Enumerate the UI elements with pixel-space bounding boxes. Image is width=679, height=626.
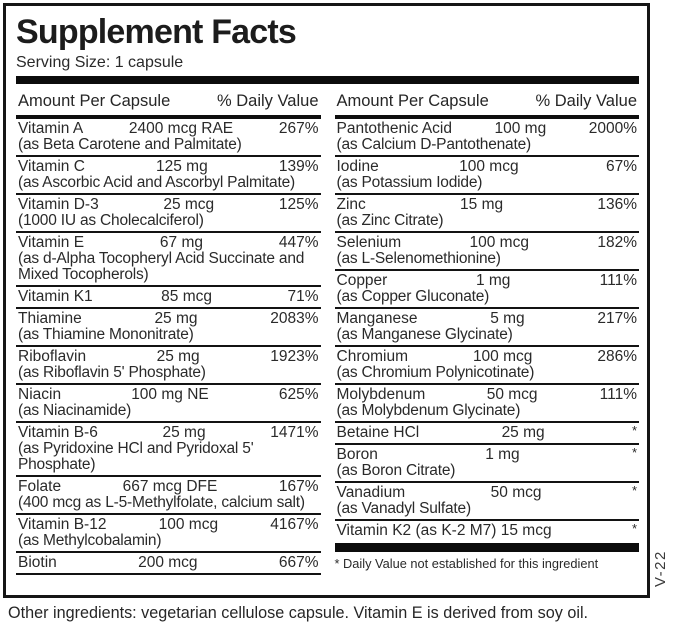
ingredient-amount: 25 mcg xyxy=(163,196,215,213)
daily-value-pct: 182% xyxy=(597,234,637,251)
ingredient-amount: 25 mg xyxy=(501,424,545,441)
ingredient-row-main xyxy=(18,289,319,305)
ingredient-row-main xyxy=(18,121,319,137)
ingredient-row-main xyxy=(18,235,319,251)
ingredient-source: (as Niacinamide) xyxy=(18,402,132,419)
ingredient-source: (as Calcium D-Pantothenate) xyxy=(336,136,531,153)
ingredient-amount: 25 mg xyxy=(154,310,198,327)
amount-per-capsule-label: Amount Per Capsule xyxy=(18,92,171,110)
daily-value-pct: 67% xyxy=(605,158,637,175)
daily-value-pct: * xyxy=(631,423,637,438)
ingredient-name: Biotin xyxy=(18,554,57,571)
ingredient-amount: 50 mcg xyxy=(490,484,542,501)
amount-per-capsule-label: Amount Per Capsule xyxy=(336,92,489,110)
ingredient-source: (as Zinc Citrate) xyxy=(336,212,444,229)
footnote-divider-bar xyxy=(335,543,640,552)
ingredient-source: (as Boron Citrate) xyxy=(336,462,456,479)
ingredient-row xyxy=(335,233,640,271)
daily-value-pct: 217% xyxy=(597,310,637,327)
ingredient-amount: 1 mg xyxy=(485,446,520,463)
header-divider-bar xyxy=(16,76,639,84)
ingredient-row-main xyxy=(337,121,638,137)
ingredient-source: (as Riboflavin 5' Phosphate) xyxy=(18,364,206,381)
daily-value-pct: 111% xyxy=(599,272,637,289)
ingredient-name: Iodine xyxy=(336,158,379,175)
ingredient-source: (as Chromium Polynicotinate) xyxy=(336,364,535,381)
ingredient-amount: 100 mg NE xyxy=(131,386,209,403)
ingredient-row-main xyxy=(337,159,638,175)
ingredient-amount: 25 mg xyxy=(162,424,206,441)
ingredient-amount: 667 mcg DFE xyxy=(122,478,218,495)
ingredient-row xyxy=(335,521,640,541)
ingredient-row-main xyxy=(18,479,319,495)
daily-value-pct: * xyxy=(631,521,637,536)
ingredient-amount: 100 mcg xyxy=(158,516,219,533)
ingredient-row-main xyxy=(337,311,638,327)
ingredient-row xyxy=(16,309,321,347)
daily-value-pct: * xyxy=(631,483,637,498)
daily-value-pct: 2083% xyxy=(270,310,319,327)
ingredient-name: Selenium xyxy=(336,234,402,251)
right-column-header xyxy=(335,89,640,115)
ingredient-name: Vitamin K2 (as K-2 M7) 15 mcg xyxy=(336,522,552,539)
ingredient-amount: 200 mcg xyxy=(138,554,198,571)
ingredient-name: Zinc xyxy=(336,196,366,213)
daily-value-pct: 267% xyxy=(278,120,319,137)
daily-value-pct: 1923% xyxy=(270,348,319,365)
ingredient-source: (as Thiamine Mononitrate) xyxy=(18,326,194,343)
daily-value-label: % Daily Value xyxy=(535,92,637,110)
ingredient-source: (as Molybdenum Glycinate) xyxy=(336,402,521,419)
ingredient-name: Folate xyxy=(18,478,62,495)
ingredient-amount: 67 mg xyxy=(159,234,203,251)
ingredient-row xyxy=(335,309,640,347)
daily-value-pct: 136% xyxy=(597,196,637,213)
label-version-code: V-22 xyxy=(652,550,669,588)
ingredient-row-main xyxy=(337,523,638,539)
ingredient-row-main xyxy=(337,197,638,213)
ingredient-row xyxy=(16,347,321,385)
ingredient-row-main xyxy=(18,387,319,403)
daily-value-footnote: * Daily Value not established for this ingredient xyxy=(334,556,599,571)
daily-value-pct: 111% xyxy=(599,386,637,403)
daily-value-pct: 1471% xyxy=(270,424,319,441)
daily-value-pct: 667% xyxy=(278,554,319,571)
daily-value-pct: 447% xyxy=(278,234,319,251)
ingredient-row-main xyxy=(18,349,319,365)
ingredient-source: (as Copper Gluconate) xyxy=(336,288,490,305)
ingredient-source: (as Potassium Iodide) xyxy=(336,174,483,191)
ingredient-name: Niacin xyxy=(18,386,62,403)
ingredient-amount: 100 mcg xyxy=(472,348,533,365)
ingredient-row-main xyxy=(337,349,638,365)
ingredient-row xyxy=(335,483,640,521)
ingredient-row xyxy=(16,195,321,233)
left-column-header xyxy=(16,89,321,115)
ingredient-row xyxy=(335,157,640,195)
ingredient-source: (as Pyridoxine HCl and Pyridoxal 5' Phosphate) xyxy=(18,440,254,473)
daily-value-pct: 167% xyxy=(278,478,319,495)
ingredient-row xyxy=(335,271,640,309)
ingredient-source: (as Vanadyl Sulfate) xyxy=(336,500,471,517)
ingredient-name: Vitamin K1 xyxy=(18,288,93,305)
ingredient-row xyxy=(335,119,640,157)
left-rows-container xyxy=(16,119,321,575)
ingredient-amount: 1 mg xyxy=(475,272,511,289)
ingredient-name: Copper xyxy=(336,272,388,289)
ingredient-row xyxy=(16,515,321,553)
ingredient-name: Pantothenic Acid xyxy=(336,120,452,137)
ingredient-row xyxy=(16,119,321,157)
ingredient-source: (as Ascorbic Acid and Ascorbyl Palmitate) xyxy=(18,174,295,191)
ingredient-source: (as d-Alpha Tocopheryl Acid Succinate and Mixed Tocopherols) xyxy=(18,250,305,283)
ingredient-amount: 125 mg xyxy=(156,158,208,175)
ingredient-row xyxy=(16,385,321,423)
daily-value-pct: 286% xyxy=(597,348,637,365)
ingredient-amount: 100 mcg xyxy=(459,158,519,175)
ingredient-row xyxy=(16,233,321,287)
ingredient-source: (as L-Selenomethionine) xyxy=(336,250,501,267)
ingredient-row xyxy=(16,287,321,309)
right-column xyxy=(335,89,640,575)
ingredient-name: Vitamin B-12 xyxy=(18,516,107,533)
ingredient-name: Vitamin C xyxy=(18,158,85,175)
ingredient-name: Vitamin D-3 xyxy=(18,196,99,213)
ingredient-row xyxy=(16,157,321,195)
ingredient-row-main xyxy=(337,235,638,251)
daily-value-pct: 125% xyxy=(278,196,319,213)
ingredient-source: (as Beta Carotene and Palmitate) xyxy=(18,136,242,153)
ingredient-amount: 100 mg xyxy=(494,120,547,137)
ingredient-amount: 25 mg xyxy=(156,348,200,365)
ingredient-row-main xyxy=(18,311,319,327)
ingredient-name: Vanadium xyxy=(336,484,406,501)
ingredient-name: Boron xyxy=(336,446,378,463)
ingredient-row xyxy=(335,423,640,445)
ingredient-row xyxy=(335,445,640,483)
ingredient-name: Manganese xyxy=(336,310,418,327)
ingredient-name: Vitamin B-6 xyxy=(18,424,98,441)
nutrition-columns xyxy=(16,89,639,575)
ingredient-row-main xyxy=(18,517,319,533)
ingredient-source: (as Manganese Glycinate) xyxy=(336,326,513,343)
serving-size-text: Serving Size: 1 capsule xyxy=(16,54,184,71)
ingredient-row xyxy=(16,553,321,575)
daily-value-pct: 2000% xyxy=(588,120,637,137)
daily-value-pct: 4167% xyxy=(270,516,319,533)
ingredient-amount: 2400 mcg RAE xyxy=(128,120,234,137)
ingredient-name: Molybdenum xyxy=(336,386,426,403)
ingredient-name: Chromium xyxy=(336,348,408,365)
label-title: Supplement Facts xyxy=(16,13,297,51)
ingredient-row-main xyxy=(337,447,638,463)
ingredient-name: Betaine HCl xyxy=(336,424,420,441)
ingredient-row xyxy=(16,423,321,477)
ingredient-source: (400 mcg as L-5-Methylfolate, calcium salt) xyxy=(18,494,305,511)
daily-value-pct: 625% xyxy=(278,386,319,403)
ingredient-row xyxy=(16,477,321,515)
ingredient-name: Riboflavin xyxy=(18,348,87,365)
ingredient-row xyxy=(335,385,640,423)
right-rows-container xyxy=(335,119,640,541)
ingredient-amount: 85 mcg xyxy=(161,288,212,305)
daily-value-pct: 139% xyxy=(278,158,319,175)
daily-value-pct: 71% xyxy=(287,288,319,305)
left-column xyxy=(16,89,321,575)
ingredient-row xyxy=(335,347,640,385)
ingredient-row-main xyxy=(337,387,638,403)
ingredient-source: (1000 IU as Cholecalciferol) xyxy=(18,212,204,229)
ingredient-row-main xyxy=(18,555,319,571)
ingredient-amount: 100 mcg xyxy=(469,234,529,251)
ingredient-row-main xyxy=(337,485,638,501)
ingredient-amount: 15 mg xyxy=(460,196,504,213)
ingredient-row-main xyxy=(337,425,638,441)
ingredient-name: Thiamine xyxy=(18,310,82,327)
ingredient-row-main xyxy=(337,273,638,289)
ingredient-row-main xyxy=(18,425,319,441)
daily-value-label: % Daily Value xyxy=(217,92,319,110)
ingredient-source: (as Methylcobalamin) xyxy=(18,532,162,549)
ingredient-row-main xyxy=(18,159,319,175)
label-border-box xyxy=(3,3,650,598)
ingredient-name: Vitamin A xyxy=(18,120,84,137)
ingredient-row-main xyxy=(18,197,319,213)
ingredient-amount: 5 mg xyxy=(490,310,525,327)
other-ingredients-text: Other ingredients: vegetarian cellulose capsule. Vitamin E is derived from soy oil. xyxy=(8,604,589,622)
ingredient-row xyxy=(335,195,640,233)
ingredient-name: Vitamin E xyxy=(18,234,85,251)
ingredient-amount: 50 mcg xyxy=(486,386,538,403)
daily-value-pct: * xyxy=(631,445,637,460)
